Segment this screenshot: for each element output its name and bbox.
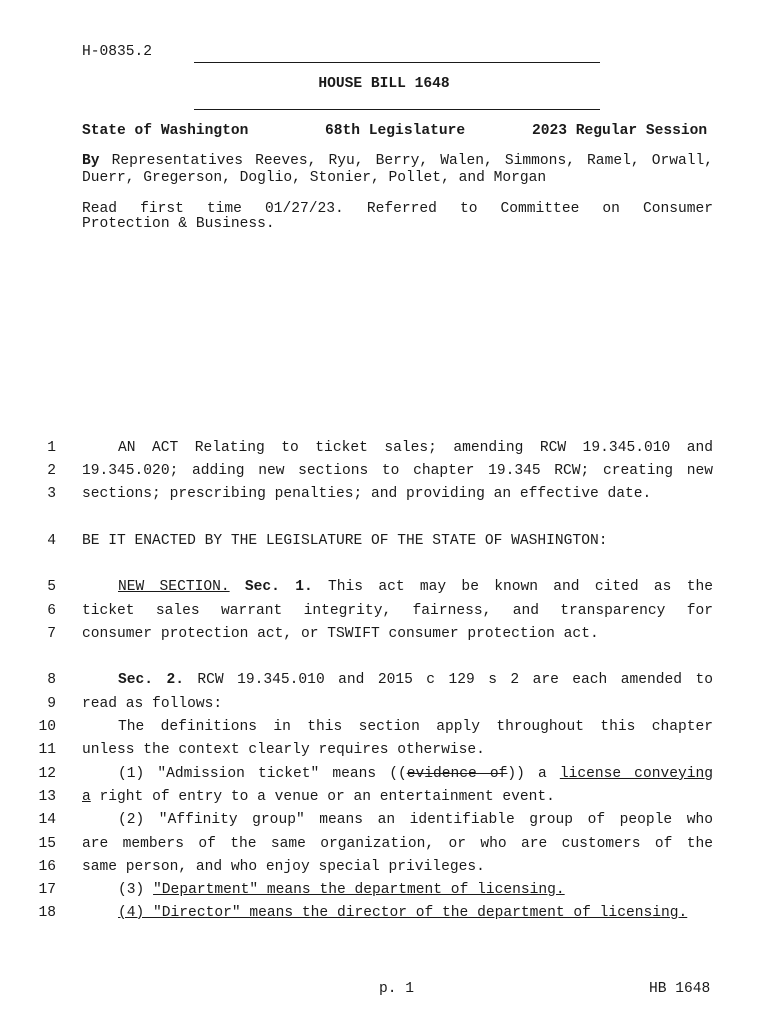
enacting-clause: BE IT ENACTED BY THE LEGISLATURE OF THE STATE OF WASHINGTON: xyxy=(82,533,608,549)
line-number: 11 xyxy=(38,742,56,758)
footer-bill-id: HB 1648 xyxy=(649,981,711,997)
line-number: 10 xyxy=(38,719,56,735)
bill-text-line: 19.345.020; adding new sections to chapter 19.345 RCW; creating new xyxy=(82,463,713,479)
section-number: Sec. 2. xyxy=(118,672,184,688)
definition-text: )) a xyxy=(507,766,547,782)
sponsors-line-1 xyxy=(82,153,713,169)
bill-text-line: same person, and who enjoy special privileges. xyxy=(82,859,485,875)
bill-text-line: unless the context clearly requires otherwise. xyxy=(82,742,485,758)
line-number: 3 xyxy=(47,486,56,502)
line-number: 15 xyxy=(38,836,56,852)
bill-text-line xyxy=(82,882,713,898)
line-number: 18 xyxy=(38,905,56,921)
struck-text: evidence of xyxy=(406,766,508,782)
bill-title: HOUSE BILL 1648 xyxy=(318,76,450,92)
page-number: p. 1 xyxy=(379,981,415,997)
line-number: 9 xyxy=(47,696,56,712)
bill-text-line xyxy=(82,440,713,456)
inserted-text: a xyxy=(82,789,91,805)
bill-text-line: are members of the same organization, or who are customers of the xyxy=(82,836,713,852)
line-number: 4 xyxy=(47,533,56,549)
line-number: 7 xyxy=(47,626,56,642)
by-label: By xyxy=(82,153,100,169)
sponsors-line-2: Duerr, Gregerson, Doglio, Stonier, Pollet, and Morgan xyxy=(82,170,547,186)
title-rule-bottom xyxy=(194,109,600,110)
line-number: 6 xyxy=(47,603,56,619)
bill-text-line xyxy=(82,789,713,805)
line-number: 14 xyxy=(38,812,56,828)
definition-number: (3) xyxy=(118,882,145,898)
definitions-intro: The definitions in this section apply throughout this chapter xyxy=(118,719,713,735)
read-first-line-1: Read first time 01/27/23. Referred to Committee on Consumer xyxy=(82,201,713,217)
bill-text-line: sections; prescribing penalties; and providing an effective date. xyxy=(82,486,652,502)
bill-text-line xyxy=(82,905,713,921)
line-number: 12 xyxy=(38,766,56,782)
read-first-line-2: Protection & Business. xyxy=(82,216,275,232)
bill-text-line xyxy=(82,719,713,735)
bill-text-line xyxy=(82,579,713,595)
inserted-text: "Department" means the department of licensing. xyxy=(153,882,565,898)
bill-text-line xyxy=(82,672,713,688)
bill-text-line xyxy=(82,766,713,782)
session-name: 2023 Regular Session xyxy=(532,123,708,139)
bill-text-line xyxy=(82,812,713,828)
inserted-text: license conveying xyxy=(559,766,714,782)
sponsors-text-1: Representatives Reeves, Ryu, Berry, Walen, Simmons, Ramel, Orwall, xyxy=(111,153,713,169)
act-title-text: AN ACT Relating to ticket sales; amending RCW 19.345.010 and xyxy=(118,440,713,456)
section-number: Sec. 1. xyxy=(244,579,313,595)
bill-text-line: read as follows: xyxy=(82,696,223,712)
section-text: This act may be known and cited as the xyxy=(328,579,713,595)
line-number: 17 xyxy=(38,882,56,898)
bill-text-line: ticket sales warrant integrity, fairness, and transparency for xyxy=(82,603,713,619)
line-number: 5 xyxy=(47,579,56,595)
section-text: RCW 19.345.010 and 2015 c 129 s 2 are each amended to xyxy=(197,672,713,688)
legislature-name: 68th Legislature xyxy=(325,123,466,139)
line-number: 1 xyxy=(47,440,56,456)
title-rule-top xyxy=(194,62,600,63)
definition-text: (1) "Admission ticket" means (( xyxy=(118,766,407,782)
definition-text: (2) "Affinity group" means an identifiable group of people who xyxy=(118,812,713,828)
line-number: 13 xyxy=(38,789,56,805)
definition-text: right of entry to a venue or an entertainment event. xyxy=(90,789,555,805)
line-number: 2 xyxy=(47,463,56,479)
state-name: State of Washington xyxy=(82,123,249,139)
line-number: 16 xyxy=(38,859,56,875)
bill-text-line: consumer protection act, or TSWIFT consumer protection act. xyxy=(82,626,599,642)
line-number: 8 xyxy=(47,672,56,688)
inserted-text: (4) "Director" means the director of the department of licensing. xyxy=(118,905,688,921)
bill-draft-id: H-0835.2 xyxy=(82,44,153,60)
new-section-label: NEW SECTION. xyxy=(118,579,230,595)
